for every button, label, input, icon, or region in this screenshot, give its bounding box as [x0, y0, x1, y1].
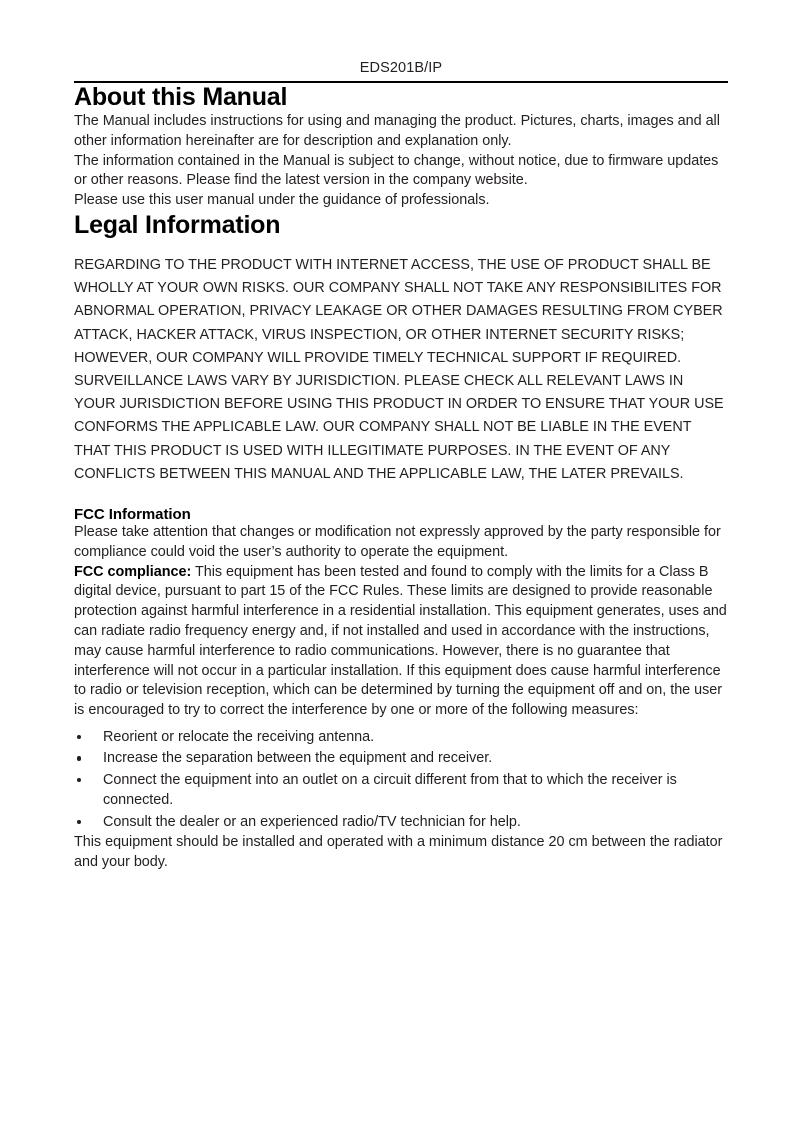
list-item-label: Reorient or relocate the receiving antenna. [103, 728, 375, 745]
about-heading: About this Manual [74, 83, 288, 111]
list-item-label: Connect the equipment into an outlet on a circuit different from that to which the receiver is connected. [103, 771, 677, 809]
fcc-heading: FCC Information [74, 506, 191, 524]
about-paragraph-1: The Manual includes instructions for using and managing the product. Pictures, charts, images and all other information hereinafter are for description and explanation only. [74, 113, 720, 149]
about-paragraph-3: Please use this user manual under the guidance of professionals. [74, 192, 490, 209]
list-item [74, 770, 728, 811]
fcc-measures-list [74, 727, 728, 833]
bullet-icon [77, 756, 81, 760]
fcc-notice-paragraph: Please take attention that changes or modification not expressly approved by the party responsible for compliance could void the user’s authority to operate the equipment. [74, 524, 721, 560]
about-paragraph-2: The information contained in the Manual is subject to change, without notice, due to firmware updates or other reasons. Please find the latest version in the company website. [74, 152, 719, 189]
fcc-closing-note: This equipment should be installed and operated with a minimum distance 20 cm between the radiator and your body. [74, 834, 723, 871]
list-item-label: Consult the dealer or an experienced radio/TV technician for help. [103, 813, 521, 830]
fcc-compliance-body: This equipment has been tested and found to comply with the limits for a Class B digital device, pursuant to part 15 of the FCC Rules. These limits are designed to provide reasonable protection against harmful interference in a residential installation. This equipment generates, uses and can radiate radio frequency energy and, if not installed and used in accordance with the instructions, may cause harmful interference to radio communications. However, there is no guarantee that interference will not occur in a particular installation. If this equipment does cause harmful interference to radio or television reception, which can be determined by turning the equipment off and on, the user is encouraged to try to correct the interference by one or more of the following measures: [74, 563, 727, 719]
running-header-title: EDS201B/IP [359, 60, 443, 76]
list-item [74, 812, 728, 833]
page-content [74, 58, 728, 873]
fcc-compliance-paragraph [74, 563, 728, 721]
bullet-icon [77, 778, 81, 782]
bullet-icon [77, 820, 81, 824]
running-header [74, 58, 728, 83]
about-this-manual-section [74, 83, 728, 211]
list-item [74, 748, 728, 769]
list-item-label: Increase the separation between the equipment and receiver. [103, 750, 493, 767]
list-item [74, 727, 728, 748]
bullet-icon [77, 735, 81, 739]
legal-heading: Legal Information [74, 210, 281, 239]
legal-body-text: REGARDING TO THE PRODUCT WITH INTERNET ACCESS, THE USE OF PRODUCT SHALL BE WHOLLY AT YOUR OWN RISKS. OUR COMPANY SHALL NOT TAKE ANY RESPONSIBILITES FOR ABNORMAL OPERATION, PRIVACY LEAKAGE OR OTHER DAMAGES RESULTING FROM CYBER ATTACK, HACKER ATTACK, VIRUS INSPECTION, OR OTHER INTERNET SECURITY RISKS; HOWEVER, OUR COMPANY WILL PROVIDE TIMELY TECHNICAL SUPPORT IF REQUIRED. SURVEILLANCE LAWS VARY BY JURISDICTION. PLEASE CHECK ALL RELEVANT LAWS IN YOUR JURISDICTION BEFORE USING THIS PRODUCT IN ORDER TO ENSURE THAT YOUR USE CONFORMS THE APPLICABLE LAW. OUR COMPANY SHALL NOT BE LIABLE IN THE EVENT THAT THIS PRODUCT IS USED WITH ILLEGITIMATE PURPOSES. IN THE EVENT OF ANY CONFLICTS BETWEEN THIS MANUAL AND THE APPLICABLE LAW, THE LATER PREVAILS. [74, 256, 724, 482]
legal-information-section [74, 211, 728, 486]
fcc-information-section [74, 506, 728, 873]
fcc-compliance-label: FCC compliance: [74, 563, 192, 580]
